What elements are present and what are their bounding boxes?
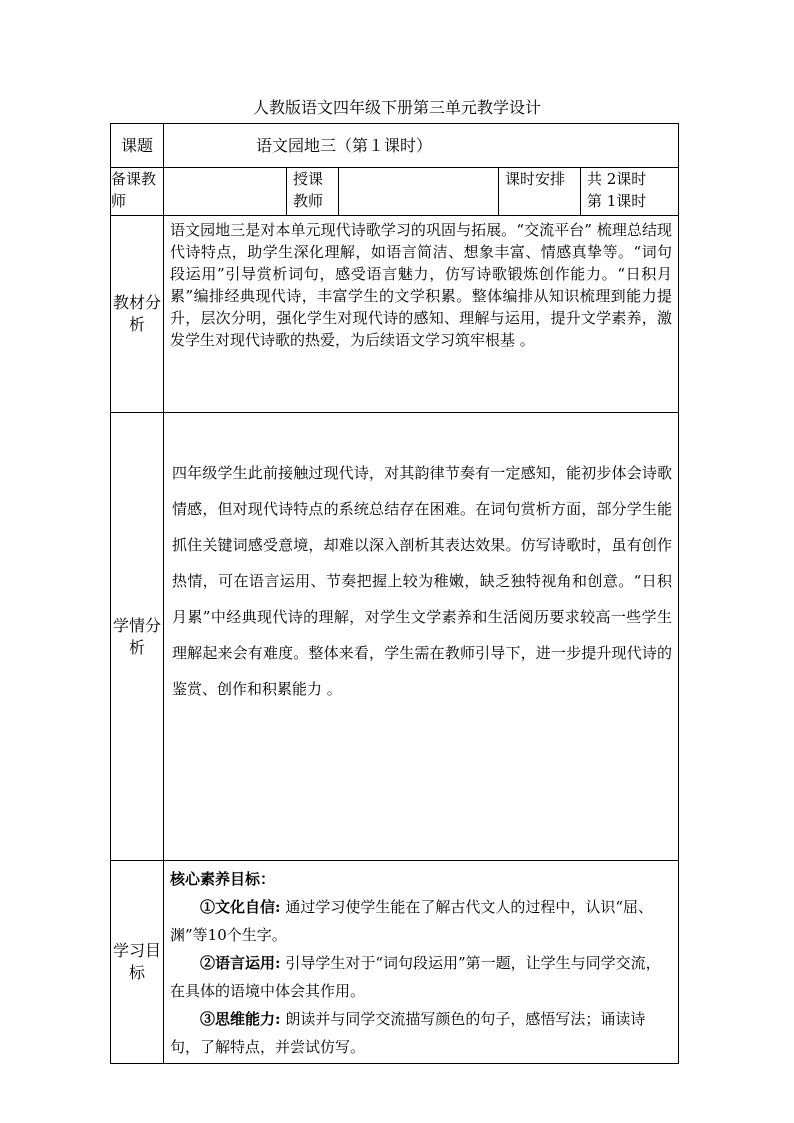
schedule-total: 共 2课时 bbox=[587, 170, 647, 188]
textbook-analysis-label bbox=[111, 216, 164, 413]
teaching-teacher-label: 授课教师 bbox=[287, 168, 339, 216]
objectives-heading: 核心素养目标： bbox=[170, 870, 276, 888]
topic-row bbox=[111, 124, 679, 168]
objectives-label bbox=[111, 861, 164, 1064]
objectives-label-text: 学习目标 bbox=[112, 941, 161, 982]
student-analysis-label-text: 学情分析 bbox=[112, 615, 161, 657]
prep-teacher-value bbox=[164, 168, 287, 216]
student-analysis-text: 四年级学生此前接触过现代诗，对其韵律节奏有一定感知，能初步体会诗歌情感，但对现代诗特点的系统总结存在困难。在词句赏析方面，部分学生能抓住关键词感受意境，却难以深入剖析其表达效果。仿写诗歌时，虽有创作热情，可在语言运用、节奏把握上较为稚嫩，缺乏独特视角和创意。“日积月累”中经典现代诗的理解，对学生文学素养和生活阅历要求较高一些学生理解起来会有难度。整体来看，学生需在教师引导下，进一步提升现代诗的鉴赏、创作和积累能力 。 bbox=[164, 413, 679, 861]
objective-item bbox=[170, 1005, 674, 1061]
topic-value: 语文园地三（第１课时） bbox=[164, 124, 679, 168]
schedule-label: 课时安排 bbox=[499, 168, 581, 216]
document-title: 人教版语文四年级下册第三单元教学设计 bbox=[252, 98, 541, 117]
objective-name: ③思维能力: bbox=[200, 1010, 281, 1028]
objective-name: ②语言运用: bbox=[200, 954, 281, 972]
student-analysis-label bbox=[111, 413, 164, 861]
objective-name: ①文化自信: bbox=[200, 898, 281, 916]
schedule-value bbox=[581, 168, 679, 216]
objective-text: 通过学习使学生能在了解古代文人的过程中，认识“屈、渊”等10个生字。 bbox=[170, 898, 653, 944]
objective-text: 朗读并与同学交流描写颜色的句子，感悟写法；诵读诗句，了解特点，并尝试仿写。 bbox=[170, 1010, 646, 1056]
info-row bbox=[111, 168, 679, 216]
prep-teacher-label: 备课教师 bbox=[111, 168, 164, 216]
objectives-row bbox=[111, 861, 679, 1064]
objective-text: 引导学生对于“词句段运用”第一题，让学生与同学交流，在具体的语境中体会其作用。 bbox=[170, 954, 661, 1000]
objectives-content bbox=[164, 861, 679, 1064]
objective-item bbox=[170, 949, 674, 1005]
objective-item bbox=[170, 893, 674, 949]
student-analysis-row bbox=[111, 413, 679, 861]
textbook-analysis-row bbox=[111, 216, 679, 413]
textbook-analysis-text: 语文园地三是对本单元现代诗歌学习的巩固与拓展。“交流平台” 梳理总结现代诗特点，助学生深化理解，如语言简洁、想象丰富、情感真挚等。“词句段运用”引导赏析词句，感受语言魅力，仿写诗歌锻炼创作能力。“日积月累”编排经典现代诗，丰富学生的文学积累。整体编排从知识梳理到能力提升，层次分明，强化学生对现代诗的感知、理解与运用，提升文学素养，激发学生对现代诗歌的热爱，为后续语文学习筑牢根基 。 bbox=[164, 216, 679, 413]
lesson-plan-table bbox=[110, 123, 679, 1064]
teaching-teacher-value bbox=[339, 168, 499, 216]
schedule-current: 第 1课时 bbox=[587, 192, 647, 210]
topic-label: 课题 bbox=[111, 124, 164, 168]
textbook-analysis-label-text: 教材分析 bbox=[112, 293, 161, 334]
